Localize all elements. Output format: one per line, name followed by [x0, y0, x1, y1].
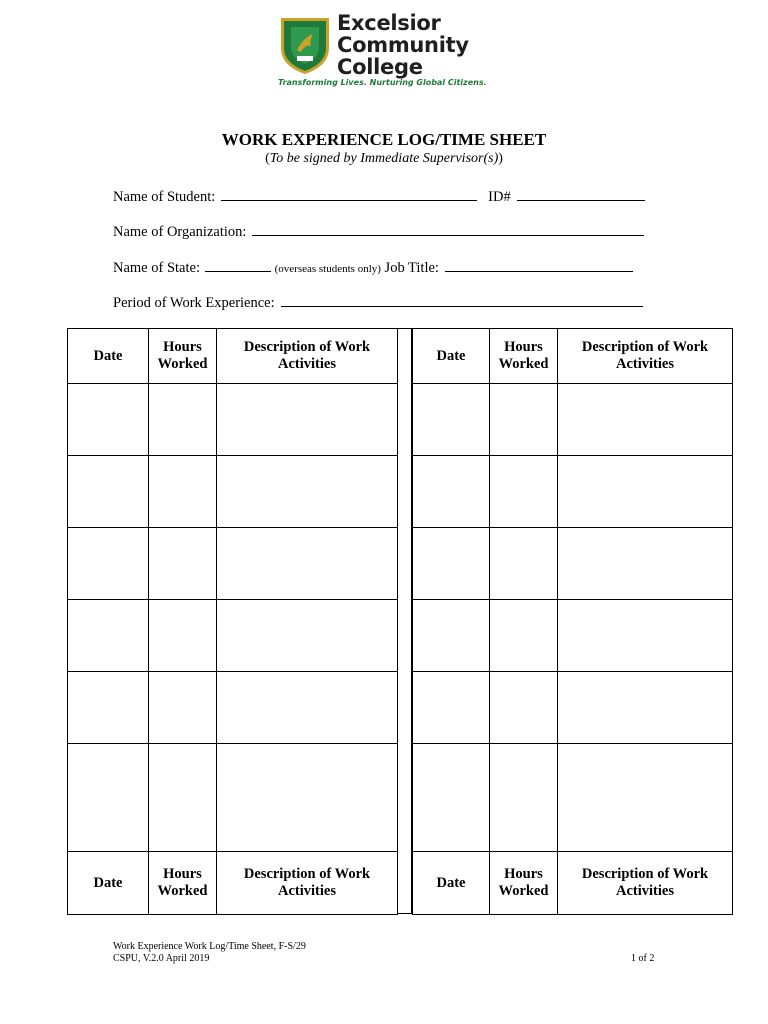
- date-cell[interactable]: [413, 456, 490, 528]
- hours-cell[interactable]: [490, 384, 558, 456]
- period-field-row: [113, 292, 643, 312]
- date-cell[interactable]: [413, 384, 490, 456]
- hours-footer: Hours Worked: [490, 852, 558, 915]
- description-cell[interactable]: [217, 672, 398, 744]
- hours-cell[interactable]: [490, 672, 558, 744]
- table-footer-row: [413, 852, 733, 915]
- date-cell[interactable]: [413, 528, 490, 600]
- hours-cell[interactable]: [490, 528, 558, 600]
- period-label: Period of Work Experience:: [113, 295, 275, 311]
- logo-tagline: Transforming Lives. Nurturing Global Citizens.: [278, 78, 487, 87]
- job-title-label: Job Title:: [384, 260, 439, 276]
- date-header: Date: [413, 329, 490, 384]
- hours-cell[interactable]: [490, 600, 558, 672]
- page-subtitle: (To be signed by Immediate Supervisor(s)): [265, 151, 503, 166]
- table-row: [413, 528, 733, 600]
- hours-cell[interactable]: [149, 384, 217, 456]
- hours-header: Hours Worked: [490, 329, 558, 384]
- logo-line-2: Community: [337, 33, 469, 57]
- id-input[interactable]: [517, 186, 645, 201]
- state-label: Name of State:: [113, 260, 200, 276]
- description-cell[interactable]: [558, 456, 733, 528]
- id-label: ID#: [488, 189, 511, 205]
- log-table-left: [67, 328, 398, 915]
- document-footer: [113, 941, 306, 965]
- table-row: [68, 384, 398, 456]
- table-row: [413, 744, 733, 852]
- table-row: [413, 672, 733, 744]
- footer-version: CSPU, V.2.0 April 2019: [113, 953, 210, 964]
- date-cell[interactable]: [68, 600, 149, 672]
- description-cell[interactable]: [558, 528, 733, 600]
- table-separator: [397, 328, 412, 914]
- date-cell[interactable]: [413, 744, 490, 852]
- table-row: [68, 672, 398, 744]
- table-row: [68, 528, 398, 600]
- date-cell[interactable]: [413, 600, 490, 672]
- table-footer-row: [68, 852, 398, 915]
- date-cell[interactable]: [68, 744, 149, 852]
- hours-cell[interactable]: [149, 744, 217, 852]
- state-note: (overseas students only): [274, 263, 381, 275]
- state-input[interactable]: [205, 257, 271, 272]
- footer-form-id: Work Experience Work Log/Time Sheet, F-S/29: [113, 941, 306, 952]
- organization-label: Name of Organization:: [113, 224, 247, 240]
- description-cell[interactable]: [558, 672, 733, 744]
- hours-cell[interactable]: [149, 456, 217, 528]
- state-field-row: [113, 257, 633, 277]
- hours-cell[interactable]: [149, 672, 217, 744]
- date-cell[interactable]: [413, 672, 490, 744]
- description-cell[interactable]: [217, 600, 398, 672]
- description-cell[interactable]: [217, 384, 398, 456]
- college-crest-icon: [277, 14, 333, 76]
- description-footer: Description of Work Activities: [558, 852, 733, 915]
- student-name-input[interactable]: [221, 186, 477, 201]
- table-row: [68, 744, 398, 852]
- description-cell[interactable]: [558, 600, 733, 672]
- hours-header: Hours Worked: [149, 329, 217, 384]
- student-field-row: [113, 186, 645, 206]
- organization-input[interactable]: [252, 221, 644, 236]
- logo-line-1: Excelsior: [337, 11, 441, 35]
- page-title: WORK EXPERIENCE LOG/TIME SHEET: [221, 130, 547, 149]
- date-header: Date: [68, 329, 149, 384]
- table-row: [413, 384, 733, 456]
- description-footer: Description of Work Activities: [217, 852, 398, 915]
- page-number: 1 of 2: [631, 953, 655, 964]
- date-cell[interactable]: [68, 528, 149, 600]
- logo-line-3: College: [337, 55, 423, 79]
- description-cell[interactable]: [217, 456, 398, 528]
- description-cell[interactable]: [558, 384, 733, 456]
- student-name-label: Name of Student:: [113, 189, 216, 205]
- hours-cell[interactable]: [490, 456, 558, 528]
- log-table-right: [412, 328, 733, 915]
- date-cell[interactable]: [68, 672, 149, 744]
- organization-field-row: [113, 221, 644, 241]
- description-header: Description of Work Activities: [558, 329, 733, 384]
- college-logo: [277, 12, 497, 92]
- job-title-input[interactable]: [445, 257, 633, 272]
- description-header: Description of Work Activities: [217, 329, 398, 384]
- table-row: [68, 456, 398, 528]
- table-row: [413, 456, 733, 528]
- hours-footer: Hours Worked: [149, 852, 217, 915]
- hours-cell[interactable]: [149, 528, 217, 600]
- date-footer: Date: [413, 852, 490, 915]
- date-footer: Date: [68, 852, 149, 915]
- table-row: [413, 600, 733, 672]
- description-cell[interactable]: [217, 744, 398, 852]
- date-cell[interactable]: [68, 384, 149, 456]
- table-header-row: [68, 329, 398, 384]
- table-header-row: [413, 329, 733, 384]
- table-row: [68, 600, 398, 672]
- description-cell[interactable]: [558, 744, 733, 852]
- hours-cell[interactable]: [149, 600, 217, 672]
- period-input[interactable]: [281, 292, 643, 307]
- hours-cell[interactable]: [490, 744, 558, 852]
- description-cell[interactable]: [217, 528, 398, 600]
- date-cell[interactable]: [68, 456, 149, 528]
